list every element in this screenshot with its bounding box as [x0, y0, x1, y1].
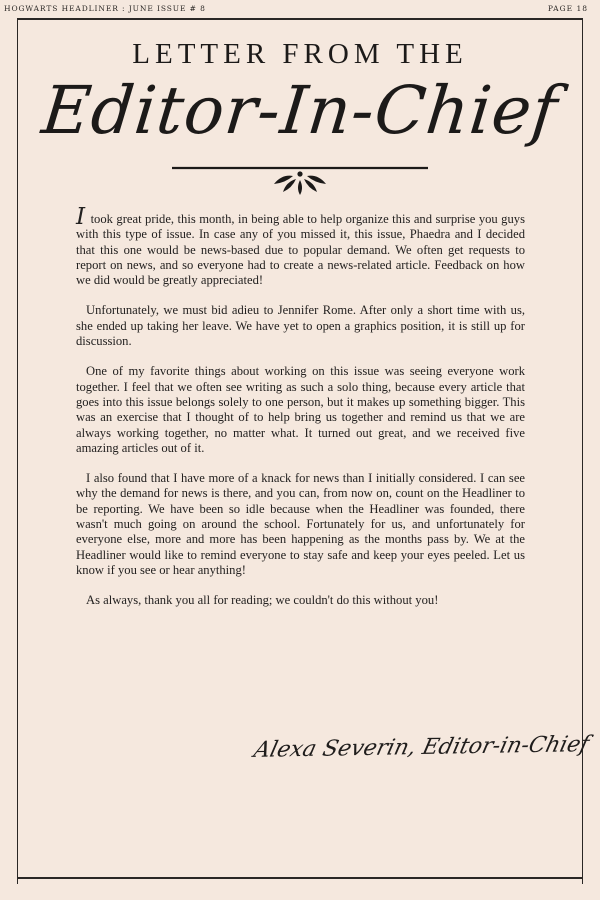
- letter-body: [76, 204, 525, 624]
- drop-cap: I: [76, 204, 86, 230]
- letter-paragraph-2: Unfortunately, we must bid adieu to Jennifer Rome. After only a short time with us, she ended up taking her leave. We have yet to open a graphics position, it is still up for discussion.: [76, 303, 525, 349]
- letter-paragraph-4: I also found that I have more of a knack for news than I initially considered. I can see why the demand for news is there, and you can, from now on, count on the Headliner to be reporting. We have been so idle because when the Headliner was founded, there wasn't much going on around the school. Fortunately for us, and unfortunately for everyone else, more and more has been happening as the months pass by. We at the Headliner would like to remind everyone to stay safe and keep your eyes peeled. Let us know if you see or hear anything!: [76, 471, 525, 577]
- bottom-border-rule: [17, 877, 583, 879]
- title-caps: LETTER FROM THE: [132, 38, 468, 70]
- letter-paragraph-3: One of my favorite things about working on this issue was seeing everyone work together. I feel that we often see writing as such a solo thing, because every article that goes into this issue belongs solely to one person, but it makes up something bigger. This was an exercise that I thought of to help bring us together and remind us that we are always working together, no matter what. It turned out great, and we received five amazing articles out of it.: [76, 364, 525, 455]
- page-number: PAGE 18: [547, 4, 588, 13]
- publication-label: HOGWARTS HEADLINER : JUNE ISSUE # 8: [4, 4, 206, 13]
- page-header: [0, 0, 600, 17]
- letter-paragraph-5: As always, thank you all for reading; we couldn't do this without you!: [86, 593, 439, 608]
- editor-signature: Alexa Severin, Editor-in-Chief: [251, 732, 592, 763]
- top-border-rule: [17, 18, 583, 20]
- letter-paragraph-1: I took great pride, this month, in being able to help organize this and surprise you guys with this type of issue. In case any of you missed it, this issue, Phaedra and I decided that this one would be news-based due to popular demand. We often get requests to report on news, and so everyone had to create a news-related article. Feedback on how we did would be greatly appreciated!: [76, 204, 525, 288]
- flourish-ornament-icon: [170, 160, 430, 196]
- title-script: Editor-In-Chief: [38, 72, 562, 149]
